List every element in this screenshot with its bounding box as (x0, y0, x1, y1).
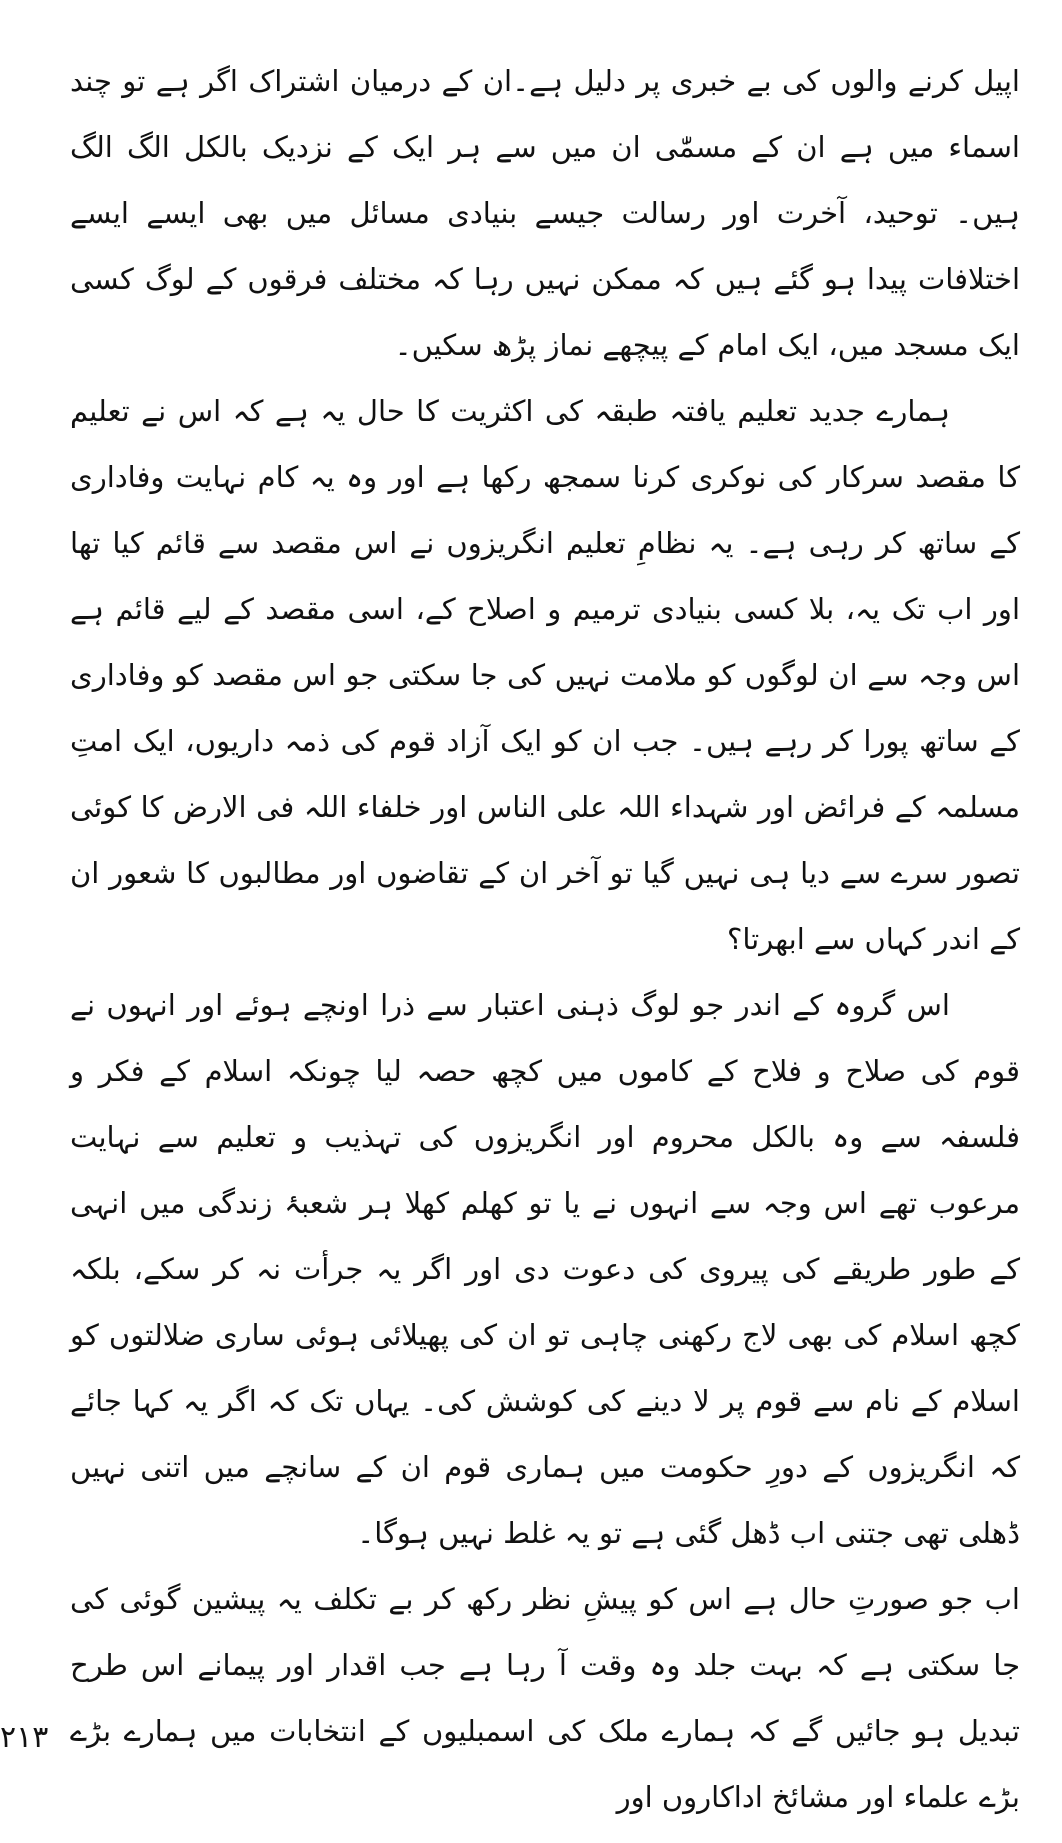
page-number: ۲۱۳ (0, 1720, 49, 1755)
document-page (70, 48, 1020, 1814)
paragraph-4: اب جو صورتِ حال ہے اس کو پیشِ نظر رکھ کر بے تکلف یہ پیشین گوئی کی جا سکتی ہے کہ بہت جلد وہ وقت آ رہا ہے جب اقدار اور پیمانے اس طرح تبدیل ہو جائیں گے کہ ہمارے ملک کی اسمبلیوں کے انتخابات میں ہمارے بڑے بڑے علماء اور مشائخ اداکاروں اور (70, 1582, 1020, 1814)
paragraph-3: اس گروہ کے اندر جو لوگ ذہنی اعتبار سے ذرا اونچے ہوئے اور انہوں نے قوم کی صلاح و فلاح کے کاموں میں کچھ حصہ لیا چونکہ اسلام کے فکر و فلسفہ سے وہ بالکل محروم اور انگریزوں کی تہذیب و تعلیم سے نہایت مرعوب تھے اس وجہ سے انہوں نے یا تو کھلم کھلا ہر شعبۂ زندگی میں انہی کے طور طریقے کی پیروی کی دعوت دی اور اگر یہ جرأت نہ کر سکے، بلکہ کچھ اسلام کی بھی لاج رکھنی چاہی تو ان کی پھیلائی ہوئی ساری ضلالتوں کو اسلام کے نام سے قوم پر لا دینے کی کوشش کی۔ یہاں تک کہ اگر یہ کہا جائے کہ انگریزوں کے دورِ حکومت میں ہماری قوم ان کے سانچے میں اتنی نہیں ڈھلی تھی جتنی اب ڈھل گئی ہے تو یہ غلط نہیں ہوگا۔ (70, 988, 1020, 1550)
paragraph-2: ہمارے جدید تعلیم یافتہ طبقہ کی اکثریت کا حال یہ ہے کہ اس نے تعلیم کا مقصد سرکار کی نوکری کرنا سمجھ رکھا ہے اور وہ یہ کام نہایت وفاداری کے ساتھ کر رہی ہے۔ یہ نظامِ تعلیم انگریزوں نے اس مقصد سے قائم کیا تھا اور اب تک یہ، بلا کسی بنیادی ترمیم و اصلاح کے، اسی مقصد کے لیے قائم ہے اس وجہ سے ان لوگوں کو ملامت نہیں کی جا سکتی جو اس مقصد کو وفاداری کے ساتھ پورا کر رہے ہیں۔ جب ان کو ایک آزاد قوم کی ذمہ داریوں، ایک امتِ مسلمہ کے فرائض اور شہداء اللہ علی الناس اور خلفاء اللہ فی الارض کا کوئی تصور سرے سے دیا ہی نہیں گیا تو آخر ان کے تقاضوں اور مطالبوں کا شعور ان کے اندر کہاں سے ابھرتا؟ (70, 394, 1020, 956)
body-text (70, 48, 1020, 1830)
paragraph-1: اپیل کرنے والوں کی بے خبری پر دلیل ہے۔ان کے درمیان اشتراک اگر ہے تو چند اسماء میں ہے ان کے مسمّٰی ان میں سے ہر ایک کے نزدیک بالکل الگ الگ ہیں۔ توحید، آخرت اور رسالت جیسے بنیادی مسائل میں بھی ایسے ایسے اختلافات پیدا ہو گئے ہیں کہ ممکن نہیں رہا کہ مختلف فرقوں کے لوگ کسی ایک مسجد میں، ایک امام کے پیچھے نماز پڑھ سکیں۔ (70, 64, 1020, 362)
